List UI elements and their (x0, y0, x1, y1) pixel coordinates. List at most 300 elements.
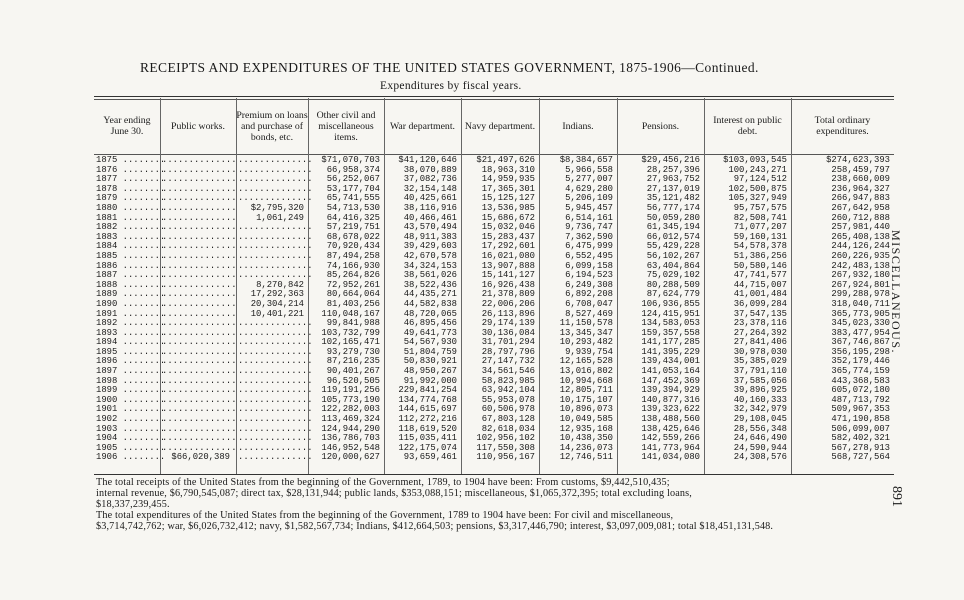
table-cell: 1898 ........ (96, 375, 166, 386)
column-year (96, 155, 166, 463)
table-cell: .............. (238, 375, 313, 386)
table-cell: 53,177,704 (326, 183, 380, 194)
header-public-works: Public works. (171, 120, 225, 132)
table-cell: .............. (238, 318, 313, 329)
table-cell: 42,670,578 (403, 250, 457, 261)
table-cell: 10,896,073 (559, 404, 613, 415)
table-cell: .............. (162, 270, 237, 281)
table-cell: 40,160,333 (733, 394, 787, 405)
table-cell: .............. (162, 375, 237, 386)
header-interest: Interest on public debt. (713, 115, 782, 137)
table-cell: 1878 ........ (96, 183, 166, 194)
table-cell: 66,012,574 (646, 231, 700, 242)
table-cell: 10,438,350 (559, 433, 613, 444)
table-cell: 1886 ........ (96, 260, 166, 271)
table-cell: 267,932,180 (831, 270, 890, 281)
table-cell: 23,378,116 (733, 318, 787, 329)
table-cell: 141,395,229 (641, 346, 700, 357)
table-cell: 5,966,558 (565, 164, 613, 175)
table-cell: 138,488,560 (641, 414, 700, 425)
table-cell: .............. (238, 356, 313, 367)
table-cell: .............. (162, 164, 237, 175)
table-cell: 24,646,490 (733, 433, 787, 444)
table-cell: 37,791,110 (733, 366, 787, 377)
header-total: Total ordinary expenditures. (814, 115, 871, 137)
table-cell: $29,456,216 (641, 155, 700, 165)
table-cell: 1890 ........ (96, 298, 166, 309)
table-cell: .............. (238, 183, 313, 194)
table-cell: 6,099,158 (565, 260, 613, 271)
table-cell: 1881 ........ (96, 212, 166, 223)
table-cell: $103,093,545 (723, 155, 787, 165)
header-indians: Indians. (562, 120, 594, 132)
table-cell: .............. (162, 289, 237, 300)
column-separator (704, 98, 705, 474)
table-cell: 1903 ........ (96, 423, 166, 434)
table-cell: .............. (162, 356, 237, 367)
table-cell: 443,368,583 (831, 375, 890, 386)
table-cell: 471,190,858 (831, 414, 890, 425)
header-war: War department. (389, 120, 456, 132)
table-cell: 238,660,009 (831, 174, 890, 185)
table-cell: 352,179,446 (831, 356, 890, 367)
footnote-line: $18,337,239,455. (96, 499, 170, 510)
table-cell: 356,195,298 (831, 346, 890, 357)
table-cell: 97,124,512 (733, 174, 787, 185)
expenditures-table (94, 94, 894, 474)
table-cell: 1,061,249 (256, 212, 304, 223)
table-cell: 105,327,949 (728, 193, 787, 204)
table-cell: .............. (162, 414, 237, 425)
table-cell: 56,777,174 (646, 202, 700, 213)
table-cell: 44,715,007 (733, 279, 787, 290)
table-cell: 66,958,374 (326, 164, 380, 175)
table-cell: $274,623,393 (826, 155, 890, 165)
table-cell: 51,386,256 (733, 250, 787, 261)
table-cell: .............. (162, 318, 237, 329)
column-interest (706, 156, 787, 463)
table-cell: 8,270,842 (256, 279, 304, 290)
table-cell: .............. (238, 394, 313, 405)
table-cell: 1896 ........ (96, 356, 166, 367)
table-cell: 1904 ........ (96, 433, 166, 444)
table-cell: 13,016,802 (559, 366, 613, 377)
table-bottom-rule (94, 474, 894, 475)
table-cell: 32,154,148 (403, 183, 457, 194)
table-cell: 37,585,056 (733, 375, 787, 386)
table-cell: 5,206,109 (565, 193, 613, 204)
table-cell: 1900 ........ (96, 394, 166, 405)
table-cell: 267,642,958 (831, 202, 890, 213)
table-cell: 54,567,930 (403, 337, 457, 348)
table-cell: .............. (162, 279, 237, 290)
table-cell: 59,160,131 (733, 231, 787, 242)
footnote-line: internal revenue, $6,790,545,087; direct tax, $28,131,944; public lands, $353,088,151; miscellaneous, $1,065,372,395; total excluding loans, (96, 488, 692, 499)
table-cell: 16,021,080 (481, 250, 535, 261)
table-cell: 15,032,046 (481, 222, 535, 233)
page-title: RECEIPTS AND EXPENDITURES OF THE UNITED STATES GOVERNMENT, 1875-1906—Continued. (140, 60, 759, 75)
table-cell: 50,580,146 (733, 260, 787, 271)
table-cell: 141,773,964 (641, 442, 700, 453)
table-cell: 141,177,285 (641, 337, 700, 348)
table-cell: .............. (238, 433, 313, 444)
table-cell: 1889 ........ (96, 289, 166, 300)
table-cell: 28,797,796 (481, 346, 535, 357)
column-pensions (619, 156, 700, 463)
table-cell: 1888 ........ (96, 279, 166, 290)
table-cell: 17,365,301 (481, 183, 535, 194)
table-cell: .............. (162, 183, 237, 194)
table-cell: 48,720,065 (403, 308, 457, 319)
table-cell: .............. (162, 337, 237, 348)
table-cell: 1877 ........ (96, 174, 166, 185)
table-cell: 103,732,799 (321, 327, 380, 338)
table-cell: 118,619,520 (398, 423, 457, 434)
column-public-works (162, 155, 237, 463)
table-top-rule (94, 96, 894, 97)
table-cell: .............. (238, 231, 313, 242)
table-cell: 74,166,930 (326, 260, 380, 271)
table-cell: 71,077,207 (733, 222, 787, 233)
table-cell: 38,070,889 (403, 164, 457, 175)
table-cell: 110,048,167 (321, 308, 380, 319)
table-cell: 44,435,271 (403, 289, 457, 300)
column-navy (463, 156, 535, 463)
table-cell: 365,774,159 (831, 366, 890, 377)
table-cell: 134,774,768 (398, 394, 457, 405)
table-cell: 96,520,505 (326, 375, 380, 386)
table-cell: 1895 ........ (96, 346, 166, 357)
table-cell: 38,522,436 (403, 279, 457, 290)
column-separator (384, 98, 385, 474)
table-cell: 1902 ........ (96, 414, 166, 425)
table-cell: 56,102,267 (646, 250, 700, 261)
table-cell: .............. (162, 385, 237, 396)
table-cell: 80,664,064 (326, 289, 380, 300)
table-cell: 64,416,325 (326, 212, 380, 223)
table-cell: 1883 ........ (96, 231, 166, 242)
table-cell: 6,708,047 (565, 298, 613, 309)
table-cell: 38,116,916 (403, 202, 457, 213)
table-cell: 14,959,935 (481, 174, 535, 185)
table-cell: 40,425,661 (403, 193, 457, 204)
table-cell: 10,175,107 (559, 394, 613, 405)
table-cell: 1897 ........ (96, 366, 166, 377)
table-cell: .............. (162, 404, 237, 415)
table-cell: .............. (238, 260, 313, 271)
table-cell: 1906 ........ (96, 452, 166, 463)
table-cell: 30,136,084 (481, 327, 535, 338)
table-cell: 1882 ........ (96, 222, 166, 233)
table-cell: 55,953,078 (481, 394, 535, 405)
table-cell: 34,324,153 (403, 260, 457, 271)
table-cell: 6,514,161 (565, 212, 613, 223)
table-cell: 605,072,180 (831, 385, 890, 396)
table-cell: 24,590,944 (733, 442, 787, 453)
table-cell: 1893 ........ (96, 327, 166, 338)
table-cell: 65,741,555 (326, 193, 380, 204)
table-cell: 1892 ........ (96, 318, 166, 329)
table-cell: 80,288,509 (646, 279, 700, 290)
column-separator (461, 98, 462, 474)
table-cell: .............. (162, 433, 237, 444)
table-cell: 50,830,921 (403, 356, 457, 367)
table-cell: 37,082,736 (403, 174, 457, 185)
table-cell: 506,099,007 (831, 423, 890, 434)
table-cell: 48,911,383 (403, 231, 457, 242)
table-cell: 383,477,954 (831, 327, 890, 338)
table-cell: 122,282,003 (321, 404, 380, 415)
table-cell: 1875 ........ (96, 155, 166, 165)
table-cell: 1885 ........ (96, 250, 166, 261)
table-cell: 6,892,208 (565, 289, 613, 300)
header-pensions: Pensions. (641, 120, 680, 132)
table-cell: 6,249,308 (565, 279, 613, 290)
table-cell: 26,113,896 (481, 308, 535, 319)
table-cell: 1894 ........ (96, 337, 166, 348)
table-cell: 105,773,190 (321, 394, 380, 405)
table-cell: 1884 ........ (96, 241, 166, 252)
table-cell: 51,804,759 (403, 346, 457, 357)
page-number: 891 (889, 486, 904, 507)
table-cell: 1905 ........ (96, 442, 166, 453)
table-cell: .............. (162, 250, 237, 261)
table-cell: 85,264,826 (326, 270, 380, 281)
table-cell: 16,926,438 (481, 279, 535, 290)
column-war (386, 156, 457, 463)
table-cell: 229,841,254 (398, 385, 457, 396)
side-label: MISCELLANEOUS. (889, 230, 903, 355)
table-cell: .............. (162, 327, 237, 338)
table-cell: 13,345,347 (559, 327, 613, 338)
table-cell: .............. (162, 423, 237, 434)
table-cell: 141,034,080 (641, 452, 700, 463)
table-cell: 102,165,471 (321, 337, 380, 348)
table-cell: .............. (238, 327, 313, 338)
header-year: Year ending June 30. (103, 115, 151, 137)
table-cell: .............. (162, 442, 237, 453)
table-cell: 14,236,073 (559, 442, 613, 453)
table-cell: 47,741,577 (733, 270, 787, 281)
table-cell: 99,841,988 (326, 318, 380, 329)
table-cell: 6,475,999 (565, 241, 613, 252)
header-premium: Premium on loans and purchase of bonds, etc. (236, 109, 308, 143)
table-cell: 13,536,985 (481, 202, 535, 213)
table-cell: 36,099,284 (733, 298, 787, 309)
table-cell: 15,125,127 (481, 193, 535, 204)
table-cell: 144,615,697 (398, 404, 457, 415)
table-cell: 28,556,348 (733, 423, 787, 434)
table-cell: 10,994,668 (559, 375, 613, 386)
table-cell: $41,120,646 (398, 155, 457, 165)
table-cell: 93,279,730 (326, 346, 380, 357)
table-cell: .............. (162, 193, 237, 204)
table-cell: 244,126,244 (831, 241, 890, 252)
table-cell: .............. (162, 241, 237, 252)
table-cell: 87,494,258 (326, 250, 380, 261)
column-indians (541, 156, 613, 463)
table-cell: .............. (162, 366, 237, 377)
table-cell: 55,429,228 (646, 241, 700, 252)
table-cell: 10,293,482 (559, 337, 613, 348)
column-separator (791, 98, 792, 474)
table-cell: 115,035,411 (398, 433, 457, 444)
table-cell: .............. (162, 298, 237, 309)
table-cell: 13,907,888 (481, 260, 535, 271)
table-cell: .............. (238, 404, 313, 415)
table-cell: 134,583,053 (641, 318, 700, 329)
table-cell: 124,415,951 (641, 308, 700, 319)
table-cell: .............. (238, 241, 313, 252)
table-cell: 38,561,026 (403, 270, 457, 281)
table-cell: 6,194,523 (565, 270, 613, 281)
table-cell: .............. (238, 423, 313, 434)
table-cell: 29,174,139 (481, 318, 535, 329)
table-cell: 12,746,511 (559, 452, 613, 463)
table-cell: 10,401,221 (250, 308, 304, 319)
table-cell: 24,308,576 (733, 452, 787, 463)
table-cell: 35,121,482 (646, 193, 700, 204)
table-cell: 20,304,214 (250, 298, 304, 309)
table-cell: 100,243,271 (728, 164, 787, 175)
table-cell: .............. (238, 155, 313, 165)
table-cell: .............. (162, 155, 237, 165)
table-cell: 31,701,294 (481, 337, 535, 348)
table-cell: .............. (238, 164, 313, 175)
table-cell: 260,712,888 (831, 212, 890, 223)
table-cell: 61,345,194 (646, 222, 700, 233)
table-cell: 12,165,528 (559, 356, 613, 367)
table-cell: .............. (162, 346, 237, 357)
table-cell: 93,659,461 (403, 452, 457, 463)
table-cell: 15,686,672 (481, 212, 535, 223)
table-cell: 48,950,267 (403, 366, 457, 377)
table-cell: .............. (238, 337, 313, 348)
table-cell: 27,963,752 (646, 174, 700, 185)
column-total (793, 156, 890, 463)
table-cell: 54,578,378 (733, 241, 787, 252)
table-cell: $21,497,626 (476, 155, 535, 165)
table-cell: $2,795,320 (250, 202, 304, 213)
table-cell: 106,936,855 (641, 298, 700, 309)
table-cell: 1901 ........ (96, 404, 166, 415)
table-cell: 18,963,310 (481, 164, 535, 175)
table-cell: 568,727,564 (831, 452, 890, 463)
table-cell: 1876 ........ (96, 164, 166, 175)
table-cell: 159,357,558 (641, 327, 700, 338)
table-cell: 70,920,434 (326, 241, 380, 252)
table-cell: 260,226,935 (831, 250, 890, 261)
column-premium (238, 155, 313, 463)
table-cell: 7,362,590 (565, 231, 613, 242)
table-cell: 242,483,138 (831, 260, 890, 271)
table-cell: .............. (162, 174, 237, 185)
table-cell: 265,408,138 (831, 231, 890, 242)
table-cell: 32,342,979 (733, 404, 787, 415)
table-cell: 582,402,321 (831, 433, 890, 444)
table-cell: 57,219,751 (326, 222, 380, 233)
table-cell: .............. (162, 260, 237, 271)
footnote-line: $3,714,742,762; war, $6,026,732,412; navy, $1,582,567,734; Indians, $412,664,503; pensions, $3,317,446,790; interest, $3,097,009,081; total $18,451,131,548. (96, 521, 774, 532)
table-cell: 50,059,280 (646, 212, 700, 223)
header-other-civil: Other civil and miscellaneous items. (316, 109, 376, 143)
table-cell: 139,434,001 (641, 356, 700, 367)
table-cell: 138,425,646 (641, 423, 700, 434)
table-cell: 34,561,546 (481, 366, 535, 377)
table-cell: 10,049,585 (559, 414, 613, 425)
table-cell: 112,272,216 (398, 414, 457, 425)
table-cell: 15,283,437 (481, 231, 535, 242)
table-cell: 113,469,324 (321, 414, 380, 425)
table-cell: 139,323,622 (641, 404, 700, 415)
table-cell: 1879 ........ (96, 193, 166, 204)
table-cell: 46,895,456 (403, 318, 457, 329)
table-cell: 39,896,925 (733, 385, 787, 396)
table-cell: 27,841,406 (733, 337, 787, 348)
table-cell: 17,292,363 (250, 289, 304, 300)
table-cell: 120,000,627 (321, 452, 380, 463)
table-cell: .............. (162, 222, 237, 233)
table-cell: 81,403,256 (326, 298, 380, 309)
table-cell: .............. (238, 250, 313, 261)
table-cell: .............. (238, 366, 313, 377)
table-cell: 91,992,000 (403, 375, 457, 386)
table-cell: 147,452,369 (641, 375, 700, 386)
table-cell: 5,277,007 (565, 174, 613, 185)
table-cell: 119,191,256 (321, 385, 380, 396)
table-cell: .............. (238, 174, 313, 185)
table-cell: .............. (162, 212, 237, 223)
footnote-line: The total receipts of the United States from the beginning of the Government, 1789, to 1904 have been: From customs, $9,442,510,435; (96, 477, 670, 488)
table-cell: .............. (238, 346, 313, 357)
table-cell: 35,385,029 (733, 356, 787, 367)
table-cell: 11,150,578 (559, 318, 613, 329)
table-cell: 345,023,330 (831, 318, 890, 329)
table-cell: 82,508,741 (733, 212, 787, 223)
table-cell: 27,264,392 (733, 327, 787, 338)
table-cell: 63,404,864 (646, 260, 700, 271)
table-cell: 44,582,838 (403, 298, 457, 309)
table-cell: 1880 ........ (96, 202, 166, 213)
table-cell: .............. (238, 193, 313, 204)
table-cell: $8,384,657 (559, 155, 613, 165)
table-cell: 6,552,495 (565, 250, 613, 261)
table-cell: 27,137,019 (646, 183, 700, 194)
table-cell: 365,773,905 (831, 308, 890, 319)
table-cell: 90,401,267 (326, 366, 380, 377)
table-cell: 21,378,809 (481, 289, 535, 300)
table-cell: .............. (162, 202, 237, 213)
table-cell: 41,001,484 (733, 289, 787, 300)
table-cell: 43,570,494 (403, 222, 457, 233)
table-cell: 56,252,067 (326, 174, 380, 185)
table-cell: 136,786,703 (321, 433, 380, 444)
table-cell: 12,805,711 (559, 385, 613, 396)
table-cell: 102,500,875 (728, 183, 787, 194)
table-cell: .............. (238, 385, 313, 396)
table-cell: 267,924,801 (831, 279, 890, 290)
table-cell: 367,746,867 (831, 337, 890, 348)
table-cell: 139,394,929 (641, 385, 700, 396)
table-cell: 75,029,102 (646, 270, 700, 281)
table-cell: 60,506,978 (481, 404, 535, 415)
column-separator (617, 98, 618, 474)
table-cell: 12,935,168 (559, 423, 613, 434)
table-cell: .............. (238, 442, 313, 453)
table-cell: .............. (162, 231, 237, 242)
table-cell: 82,618,034 (481, 423, 535, 434)
table-cell: 122,175,074 (398, 442, 457, 453)
